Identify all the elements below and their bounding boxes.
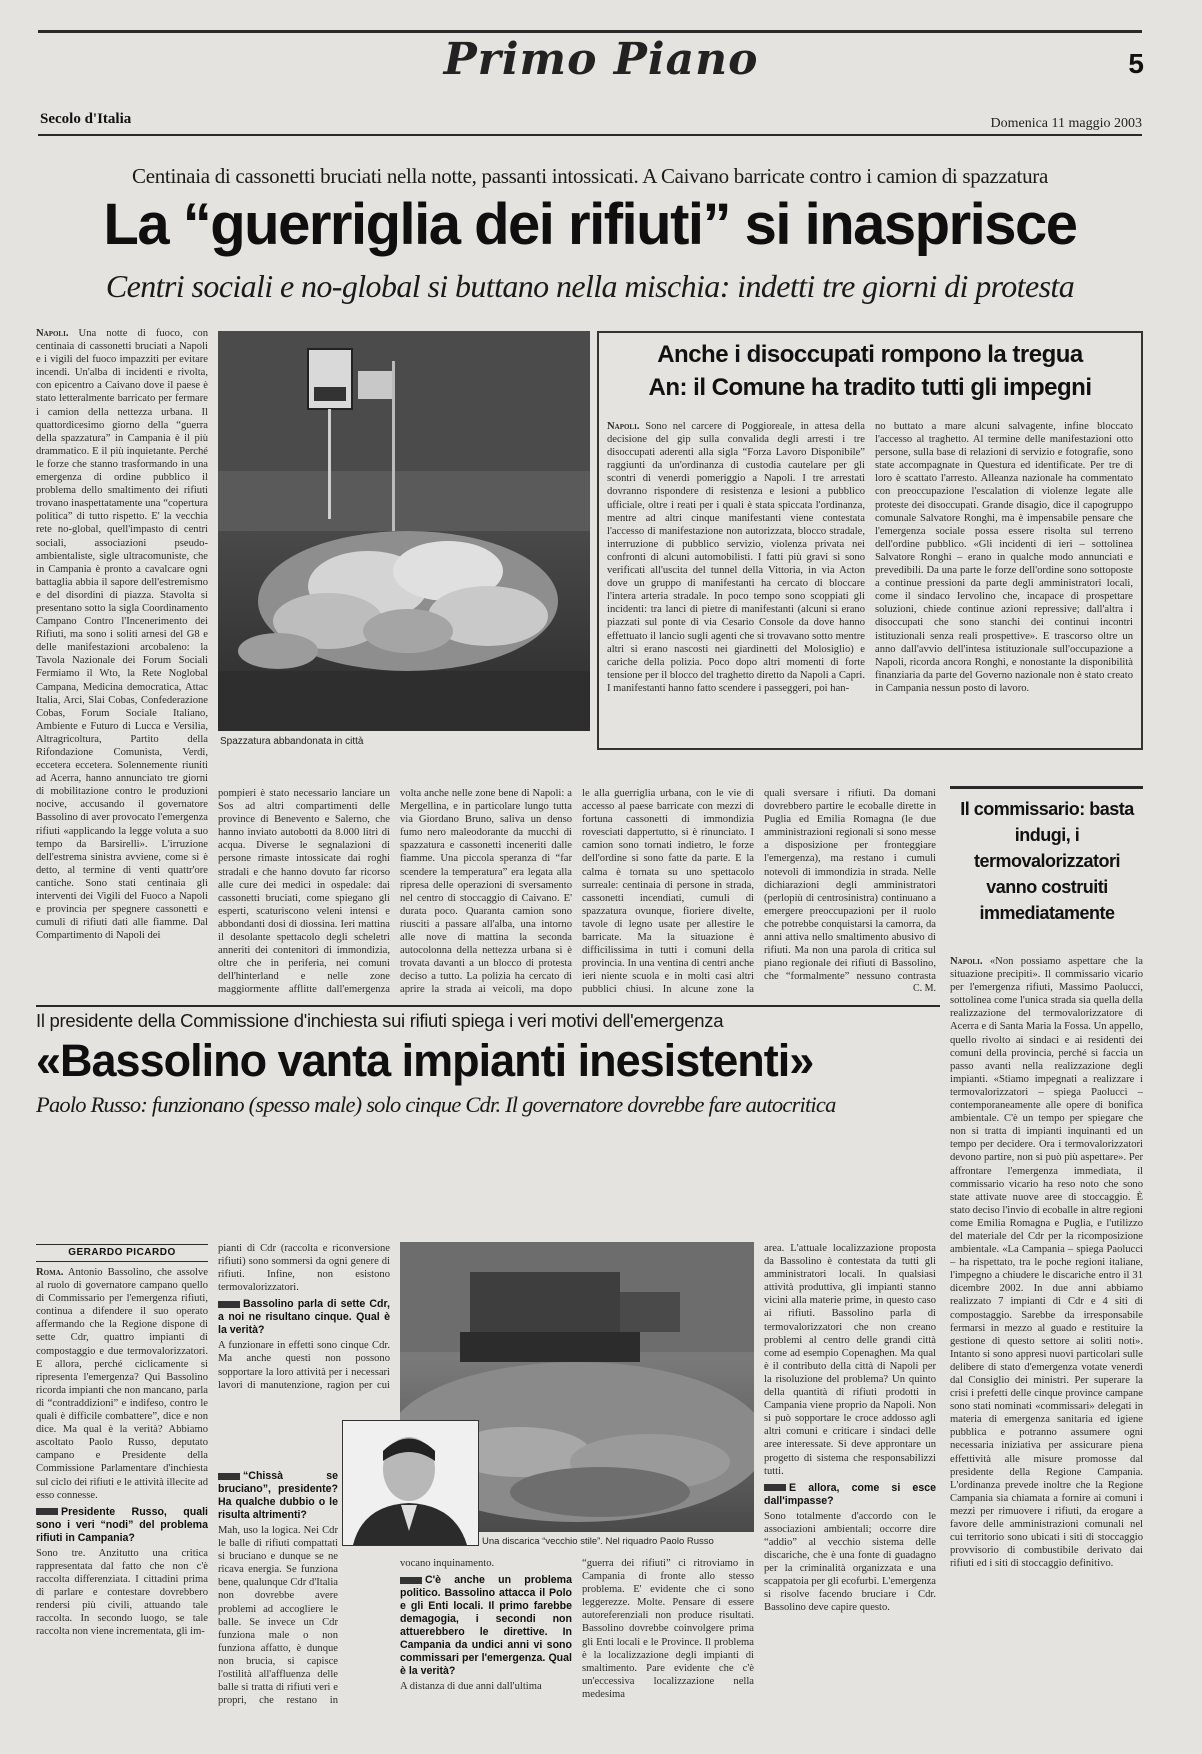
issue-date: Domenica 11 maggio 2003 (990, 116, 1142, 131)
sidebar-text: «Non possiamo aspettare che la situazione precipiti». Il commissario vicario per l'emergenza rifiuti, Massimo Paolucci, sottolinea come l'unica strada sia quella della realizzazione del termovalorizzatore di Acerra e di Santa Maria la Fossa. Un appello, quello rivolto ai sindaci e ai residenti dei comuni della provincia, perché si faccia un passo avanti nella realizzazione degli impianti. «Stiamo impegnati a realizzare i termovalorizzatori – spiega Paolucci – contemporaneamente alle opere di bonifica ambientale. C'è un tempo per spiegare che non si tratta di impianti inquinanti ed un tempo per decidere. Ora i termovalorizzatori devono partire, non si può più aspettare». Per affrontare l'emergenza immediata, il commissario vicario ha reso noto che sono state attivate nuove aree di stoccaggio. È stato deciso l'invio di ecoballe in altre regioni come Emilia Romagna e Puglia, e l'utilizzo del materiale del Cdr per la ricomposizione ambientale. «La Campania – spiega Paolucci – ha rispettato, tra le poche regioni italiane, l'impegno a chiudere le discariche entro il 31 dicembre 2002. In due anni abbiamo realizzato 7 impianti di Cdr e 4 siti di compostaggio. Sarebbe da irresponsabile fermarsi in mezzo al guado e restituire la gestione di questo settore ai soliti noti». Intanto si sono appresi nuovi particolari sulle delibere di stato d'emergenza votate venerdì dal Consiglio dei ministri. Per superare la crisi i prefetti delle cinque province campane sono stati nominati «commissari» delegati in materia di emergenza sanitaria ed igiene pubblica e potranno assumere ogni necessaria iniziativa per assicurare piena effettività alle misure promosse dal presidente della Regione Campania. L'ordinanza prevede inoltre che la Regione Campania sia chiamata a fornire ai comuni i mezzi per rimuovere i rifiuti, da erogare a favore delle amministrazioni comunali nel cui territorio sono ubicati i siti di stoccaggio provvisorio di combustibile derivato dai rifiuti ed i siti di stoccaggio definitivo. (950, 956, 1143, 1570)
garbage-photo (218, 331, 590, 731)
question-1 (36, 1506, 208, 1545)
interview-photo-caption: Una discarica “vecchio stile”. Nel riquadro Paolo Russo (482, 1536, 714, 1547)
lead-kicker: Centinaia di cassonetti bruciati nella notte, passanti intossicati. A Caivano barricate contro i camion di spazzatura (131, 164, 1049, 188)
box-col2-text: no buttato a mare alcuni salvagente, infine bloccato l'accesso al traghetto. Al termine delle manifestazioni otto persone, sulla base di relazioni di servizio e fotografie, sono state accompagnate in Questura ed identificate. Per tre di loro è scattato l'arresto. Alleanza nazionale ha commentato con preoccupazione l'escalation di violenze legate alle proteste dei disoccupati. Grande disagio, dice il capogruppo comunale Salvatore Ronghi, ma è impensabile pensare che l'emergenza sociale possa essere risolta sul terreno dell'ordine pubblico. «Gli incidenti di ieri – sottolinea Salvatore Ronghi – erano in qualche modo annunciati e prevedibili. Da una parte le forze dell'ordine sono sottoposte a continue pressioni da parte degli amministratori locali, come il sindaco Iervolino che, incapace di prospettare soluzioni, chiede continue azioni repressive; dall'altra i disoccupati che sono stanchi dei continui incontri istituzionali senza reali prospettive». E trascorso oltre un anno dall'avvio dell'intesa istituzionale sull'occupazione a Napoli, ricorda ancora Ronghi, e nonostante la disponibilità finanziaria da parte del Governo nazionale non è stato creato in Campania nessun posto di lavoro. (875, 421, 1133, 694)
question-1-text: Presidente Russo, quali sono i veri “nodi” del problema rifiuti in Campania? (36, 1505, 208, 1544)
lead-signature: C. M. (912, 983, 936, 994)
question-marker (400, 1577, 422, 1584)
lead-subheadline: Centri sociali e no-global si buttano nella mischia: indetti tre giorni di protesta (105, 268, 1075, 304)
interview-rule (36, 1005, 940, 1007)
section-title: Primo Piano (443, 34, 759, 85)
newspaper-name: Secolo d'Italia (40, 111, 132, 127)
interview-col4-text: “guerra dei rifiuti” ci ritroviamo in Campania di fronte allo stesso problema. E' evidente che ci sono leggerezze. Molte. Pensare di essere autoreferenziali non produce risultati. Bassolino dovrebbe coinvolgere prima gli Enti locali e le Province. Il problema è la localizzazione degli impianti di smaltimento. Pare evidente che c'è un'eccessiva localizzazione nella medesima (582, 1558, 754, 1700)
box-column-2 (875, 420, 1133, 742)
answer-2: A funzionare in effetti sono cinque Cdr. Ma anche questi non possono sopportare la loro attività per i necessari lavori di manutenzione, ragion per cui (218, 1340, 390, 1391)
box-col1-text: Sono nel carcere di Poggioreale, in attesa della decisione del gip sulla convalida degli arresti i tre disoccupati aderenti alla sigla “Forza Lavoro Disponibile” raggiunti da un'ordinanza di custodia cautelare per gli scontri di venerdì pomeriggio a Napoli. I tre arrestati dovranno rispondere di resistenza e lesioni a pubblico ufficiale, oltre i reati per i quali è stata spiccata l'ordinanza, mentre ad altri cinque manifestanti viene contestata l'accesso di manifestazione non autorizzata, blocco stradale, interruzione di pubblico servizio, violenza privata nei confronti di alcuni automobilisti. I fatti più gravi si sono verificati all'uscita del tunnel della Vittoria, in via Acton dove un gruppo di manifestanti ha cercato di bloccare l'intera arteria stradale. In poco tempo sono scoppiati gli incidenti: tra lanci di pietre di manifestanti (alcuni si erano piazzati sul ponte di via Cesario Console da dove hanno effettuato il lancio sugli agenti che si trovavano sotto mentre altri si erano nascosti nei giardinetti del Molosiglio) e cariche della polizia. Poco dopo altri momenti di forte tensione per il blocco del traghetto diretto da Napoli a Capri. I manifestanti hanno fatto scendere i passeggeri, poi han- (607, 421, 865, 694)
question-marker (764, 1484, 786, 1491)
question-marker (36, 1508, 58, 1515)
interview-col2-text: pianti di Cdr (raccolta e riconversione rifiuti) sono sommersi da ogni genere di rifiuti. Infine, non esistono termovalorizzatori. (218, 1243, 390, 1294)
interview-column-5 (764, 1242, 936, 1707)
answer-1: Sono tre. Anzitutto una critica rappresentata dal fatto che non c'è raccolta differenziata. I cittadini prima di parlare e contestare dovrebbero rendersi più civili, attuando tale raccolta. In secondo luogo, se tale raccolta non viene incrementata, gli im- (36, 1547, 208, 1638)
lead-column-2 (218, 787, 390, 995)
byline-rule-bottom (36, 1261, 208, 1262)
interview-dateline: Roma. (36, 1267, 64, 1278)
interview-column-3 (400, 1557, 572, 1707)
lead-headline: La “guerriglia dei rifiuti” si inasprisce (103, 192, 1077, 257)
interview-column-4 (582, 1557, 754, 1707)
answer-4: A distanza di due anni dall'ultima (400, 1681, 542, 1693)
question-2 (218, 1298, 390, 1337)
lead-col1-text: Una notte di fuoco, con centinaia di cassonetti bruciati a Napoli e i vigili del fuoco impazziti per evitare incendi. Un'alba di incidenti e rivolta, con epicentro a Caivano dove il paese è stato letteralmente barricato per fermare i camion della nettezza urbana. Il quattordicesimo giorno della “guerra della spazzatura” in Campania è il più drammatico. E il più inquietante. Perché le forze che stanno trasformando in una emergenza di ordine pubblico il problema dello smaltimento dei rifiuti trovano inaspettatamente una “copertura politica” di tutto rispetto. E' la vecchia rete no-global, quell'impasto di centri sociali, associazioni pseudo-ambientaliste, sigle ultracomuniste, che in Campania è pronto a cavalcare ogni battaglia abbia il sapore dell'estremismo e del disordini di piazza. Stavolta si presentano sotto la sigla Coordinamento Campano Contro l'Incenerimento dei Rifiuti, ma sono i soliti arnesi del G8 e delle manifestazioni arcobaleno: la Tavola Nazionale dei Forum Sociali Fermiamo il Wto, la Rete Noglobal Campana, Medicina democratica, Attac Italia, Arci, Slai Cobas, Confederazione Cobas, Forum Sociale Italiano, Ambiente e Futuro di Lucca e Versilia, Altragricoltura, Partito della Rifondazione Comunista, Verdi, eccetera eccetera. Solennemente riuniti ad Acerra, hanno annunciato tre giorni di mobilitazione contro le produzioni nocive, accusando il governatore Bassolino di aver provocato l'emergenza rifiuti «applicando la legge voluta a suo tempo da Barsirelli». L'irruzione dell'estrema sinistra avviene, come si è detto, al termine di venti quattr'ore cantiche. Sono stati centinaia gli interventi dei Vigili del Fuoco a Napoli e provincia per spegnere cassonetti e cumuli di rifiuti dati alle fiamme. Dal Compartimento di Napoli dei (36, 328, 208, 942)
lead-column-1 (36, 327, 208, 995)
lead-col2-text: pompieri è stato necessario lanciare un Sos ad altri compartimenti delle province di Benevento e Salerno, che hanno inviato autobotti da 8.000 litri di acqua. Diverse le segnalazioni di persone rimaste intossicate dai roghi stradali e che hanno dovuto far ricorso alle cure dei medici in ospedale: dai cassonetti bruciati, come spiegano gli esperti, scaturiscono veleni intensi e abbondanti dosi di diossina. Ieri mattina il desolante spettacolo degli scheletri anneriti dei contenitori di immondizia, oltre che in periferia, nei comuni dell'hinterland e nelle zone maggiormente afflitte dall'emergenza (218, 788, 390, 995)
interview-col5-text: area. L'attuale localizzazione proposta da Bassolino è contestata da tutti gli amministratori locali. In qualsiasi attività produttiva, gli impianti stanno vicini alla materie prime, in questo caso ai rifiuti. Bassolino parla di termovalorizzatori che non creano problemi al centro delle grandi città come ad esempio Copenaghen. Ma qual è il contributo della città di Napoli per la risoluzione del problema? Un quinto della quantità di rifiuti prodotti in Campania viene proprio da Napoli. Non si può sopportare le croce addosso agli altri comuni e criticare i sindaci delle aree interessate. Si deve approntare un progetto di sistema che responsabilizzi tutti. (764, 1243, 936, 1477)
box-column-1 (607, 420, 865, 742)
lead-photo-caption: Spazzatura abbandonata in città (220, 736, 364, 747)
box-headline-2: An: il Comune ha tradito tutti gli impegni (648, 374, 1092, 401)
interview-intro: Antonio Bassolino, che assolve al ruolo di governatore campano quello di Commissario per l'emergenza rifiuti, continua a difendere il suo operato affermando che la Regione dispone di sette Cdr, quattro impianti di compostaggio e due termovalorizzatori. E allora, perché ciclicamente si ripresenta l'emergenza? Qui Bassolino ricorda impianti che non mancano, parla di “contraddizioni” e indifeso, contro le quali è difficile combattere”, dice e non dice. Ma qual è la verità? Abbiamo ascoltato Paolo Russo, deputato campano e Presidente della Commissione Parlamentare d'inchiesta sul ciclo dei rifiuti e le attività illecite ad esso connesse. (36, 1267, 208, 1501)
interview-kicker: Il presidente della Commissione d'inchiesta sui rifiuti spiega i veri motivi dell'emergenza (36, 1010, 724, 1031)
lead-col3-text: volta anche nelle zone bene di Napoli: a Mergellina, e in particolare lungo tutta via Giordano Bruno, saliva un denso fumo nero maleodorante da mucchi di spazzatura e cassonetti inceneriti dalle fiamme. Una piccola speranza di “far scendere la temperatura” era legata alla ripresa delle operazioni di sversamento nel centro di stoccaggio di Caivano. E' durata poco. Quaranta camion sono riusciti a passare all'alba, una intorno alle nove di mattina la seconda autocolonna della nettezza urbana si è trovata davanti a un blocco di protesta deciso a tutto. La polizia ha cercato di aprire la strada ai veicoli, ma dopo (400, 788, 572, 995)
interview-column-2b (218, 1466, 338, 1706)
question-3 (218, 1470, 338, 1522)
masthead-rule (38, 134, 1142, 136)
answer-3: Mah, uso la logica. Nei Cdr le balle di rifiuti compattati si bruciano e dunque se ne ricava energia. Se funziona bene, qualunque Cdr d'Italia non dovrebbe avere problemi ad accogliere le balle. Se invece un Cdr funziona male o non funziona affatto, è dunque non brucia, si capisce l'ostilità all'affluenza delle balle si tratta di rifiuti veri e propri, che restano in (218, 1525, 338, 1706)
lead-col4-text: le alla guerriglia urbana, con le vie di accesso al paese barricate con mezzi di fortuna cassonetti di immondizia rovesciati dappertutto, si è rinunciato. I camion sono tornati indietro, le forze dell'ordine si sono fatte da parte. E la calma è tornata su uno spettacolo surreale: centinaia di persone in strada, cassonetti incendiati, cumuli di spazzatura ovunque, fioriere divelte, tavole di legno usate per allestire le barricate. Ma la situazione è difficilissima in tutti i comuni della provincia. In una ventina di centri anche ieri niente scuola e in molti casi altri pubblici chiusi. In alcune zone la (582, 788, 754, 995)
lead-col5-text: quali sversare i rifiuti. Da domani dovrebbero partire le ecoballe dirette in Puglia ed Emilia Romagna (le due amministrazioni regionali si sono messe a disposizione per fronteggiare l'emergenza), ma restano i cumuli notevoli di immondizia in strada. Nelle dichiarazioni degli amministratori (perlopiù di centrosinistra) continuano a emergere preoccupazioni per il ruolo che potrebbe conquistarsi la camorra, da anni attiva nello smaltimento abusivo di rifiuti. Ma non una parola di critica sul piano regionale dei rifiuti di Bassolino, che “formalmente” nessuno contrasta (764, 788, 936, 983)
top-rule (38, 30, 1142, 33)
box-headline-1: Anche i disoccupati rompono la tregua (657, 341, 1083, 368)
portrait-illustration (343, 1421, 478, 1545)
interview-byline: GERARDO PICARDO (68, 1247, 176, 1258)
lead-dateline: Napoli. (36, 328, 69, 339)
question-4-text: C'è anche un problema politico. Bassolino attacca il Polo e gli Enti locali. Il primo farebbe demagogia, i secondi non attuerebbero le direttive. In Campania da undici anni vi sono commissari per l'emergenza. Qual è la verità? (400, 1574, 572, 1678)
garbage-illustration (218, 331, 590, 731)
question-5 (764, 1482, 936, 1508)
interview-column-2 (218, 1242, 390, 1392)
lead-column-4 (582, 787, 754, 995)
interview-column-1 (36, 1266, 208, 1706)
box-dateline: Napoli. (607, 421, 640, 432)
lead-column-3 (400, 787, 572, 995)
sidebar-column (950, 955, 1143, 1655)
byline-rule (36, 1244, 208, 1245)
answer-5: Sono totalmente d'accordo con le associazioni ambientali; occorre dire “addio” al vecchio sistema delle discariche, che è una fonte di guadagno per la criminalità organizzata e una scappatoia per gli ecofurbi. L'emergenza si risolve facendo bruciare i Cdr. Bassolino deve capire questo. (764, 1510, 936, 1614)
question-4 (400, 1574, 572, 1678)
sidebar-headline: Il commissario: basta indugi, i termovalorizzatori vanno costruiti immediatamente (960, 799, 1134, 923)
question-2-text: Bassolino parla di sette Cdr, a noi ne risultano cinque. Qual è la verità? (218, 1298, 390, 1337)
question-marker (218, 1473, 240, 1480)
page-number: 5 (1128, 48, 1144, 79)
sidebar-dateline: Napoli. (950, 956, 983, 967)
question-marker (218, 1301, 240, 1308)
lead-column-5 (764, 787, 936, 983)
question-5-text: E allora, come si esce dall'impasse? (764, 1481, 936, 1507)
interview-headline: «Bassolino vanta impianti inesistenti» (36, 1035, 814, 1086)
question-3-text: “Chissà se bruciano”, presidente? Ha qualche dubbio o le risulta altrimenti? (218, 1470, 338, 1521)
interview-subheadline: Paolo Russo: funzionano (spesso male) solo cinque Cdr. Il governatore dovrebbe fare autocritica (36, 1092, 836, 1117)
interview-col3-text: vocano inquinamento. (400, 1558, 495, 1569)
sidebar-top-rule (950, 786, 1143, 789)
paolo-russo-portrait (342, 1420, 479, 1546)
